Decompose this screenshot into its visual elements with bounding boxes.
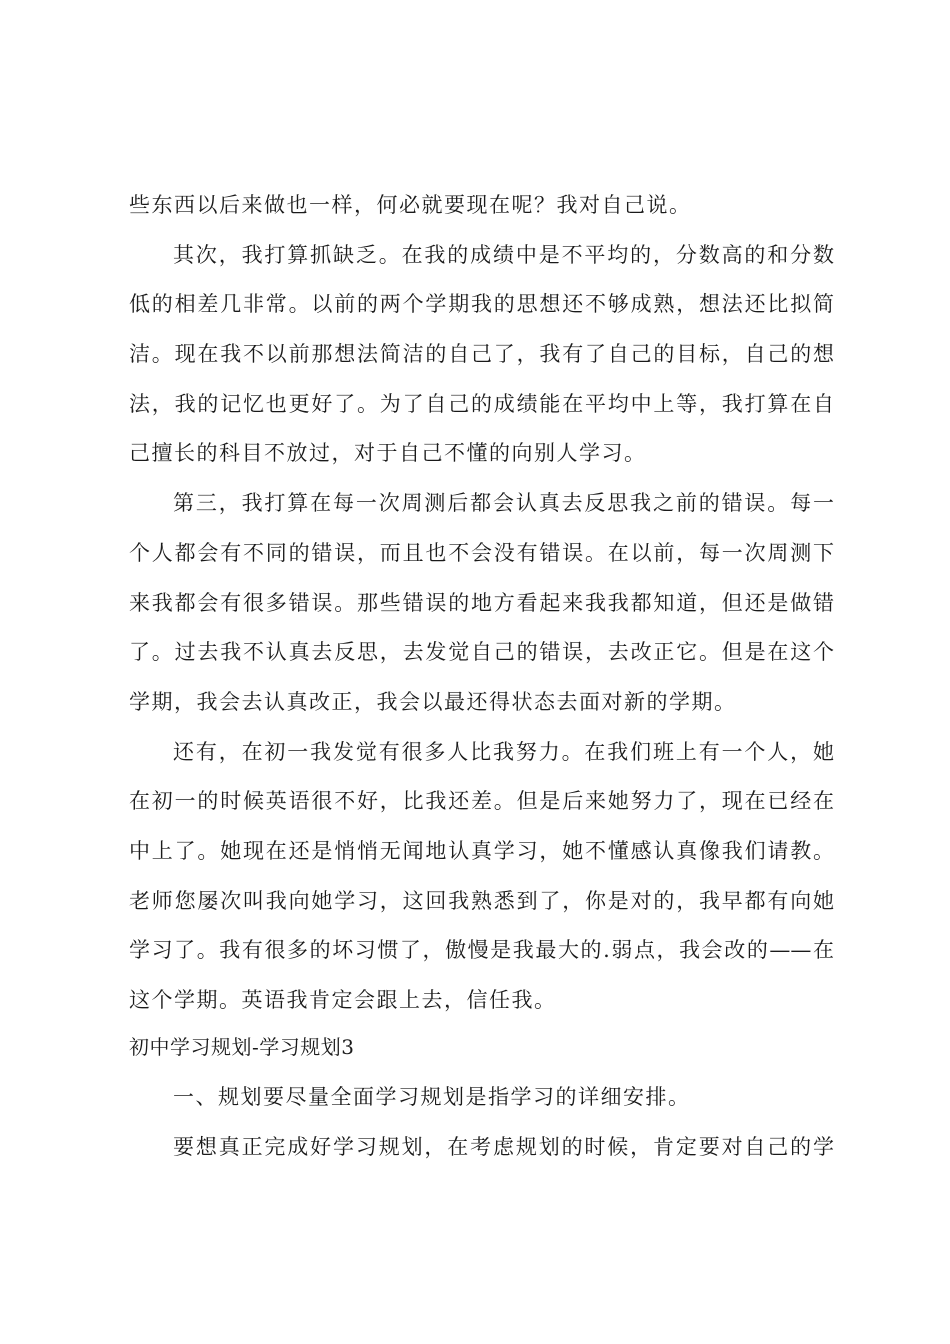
text-line: 法，我的记忆也更好了。为了自己的成绩能在平均中上等，我打算在自: [129, 392, 834, 416]
text-line: 些东西以后来做也一样，何必就要现在呢？我对自己说。: [129, 193, 692, 217]
text-line: 还有，在初一我发觉有很多人比我努力。在我们班上有一个人，她: [173, 740, 834, 764]
text-line: 中上了。她现在还是悄悄无闻地认真学习，她不懂感认真像我们请教。: [129, 839, 834, 863]
text-line: 第三，我打算在每一次周测后都会认真去反思我之前的错误。每一: [173, 491, 834, 515]
text-line: 己擅长的科目不放过，对于自己不懂的向别人学习。: [129, 441, 647, 465]
text-line: 在初一的时候英语很不好，比我还差。但是后来她努力了，现在已经在: [129, 789, 834, 813]
text-line: 要想真正完成好学习规划，在考虑规划的时候，肯定要对自己的学: [173, 1135, 834, 1159]
text-line: 来我都会有很多错误。那些错误的地方看起来我我都知道，但还是做错: [129, 591, 834, 615]
text-line: 个人都会有不同的错误，而且也不会没有错误。在以前，每一次周测下: [129, 541, 834, 565]
text-line: 低的相差几非常。以前的两个学期我的思想还不够成熟，想法还比拟简: [129, 292, 834, 316]
text-line: 了。过去我不认真去反思，去发觉自己的错误，去改正它。但是在这个: [129, 640, 834, 664]
section-heading: 初中学习规划-学习规划3: [129, 1035, 355, 1059]
text-line: 一、规划要尽量全面学习规划是指学习的详细安排。: [173, 1085, 691, 1109]
text-line: 学期，我会去认真改正，我会以最还得状态去面对新的学期。: [129, 690, 737, 714]
text-line: 学习了。我有很多的坏习惯了，傲慢是我最大的.弱点，我会改的——在: [129, 938, 834, 962]
text-line: 这个学期。英语我肯定会跟上去，信任我。: [129, 988, 557, 1012]
text-line: 其次，我打算抓缺乏。在我的成绩中是不平均的，分数高的和分数: [173, 243, 834, 267]
text-line: 洁。现在我不以前那想法简洁的自己了，我有了自己的目标，自己的想: [129, 342, 834, 366]
text-line: 老师您屡次叫我向她学习，这回我熟悉到了，你是对的，我早都有向她: [129, 889, 834, 913]
